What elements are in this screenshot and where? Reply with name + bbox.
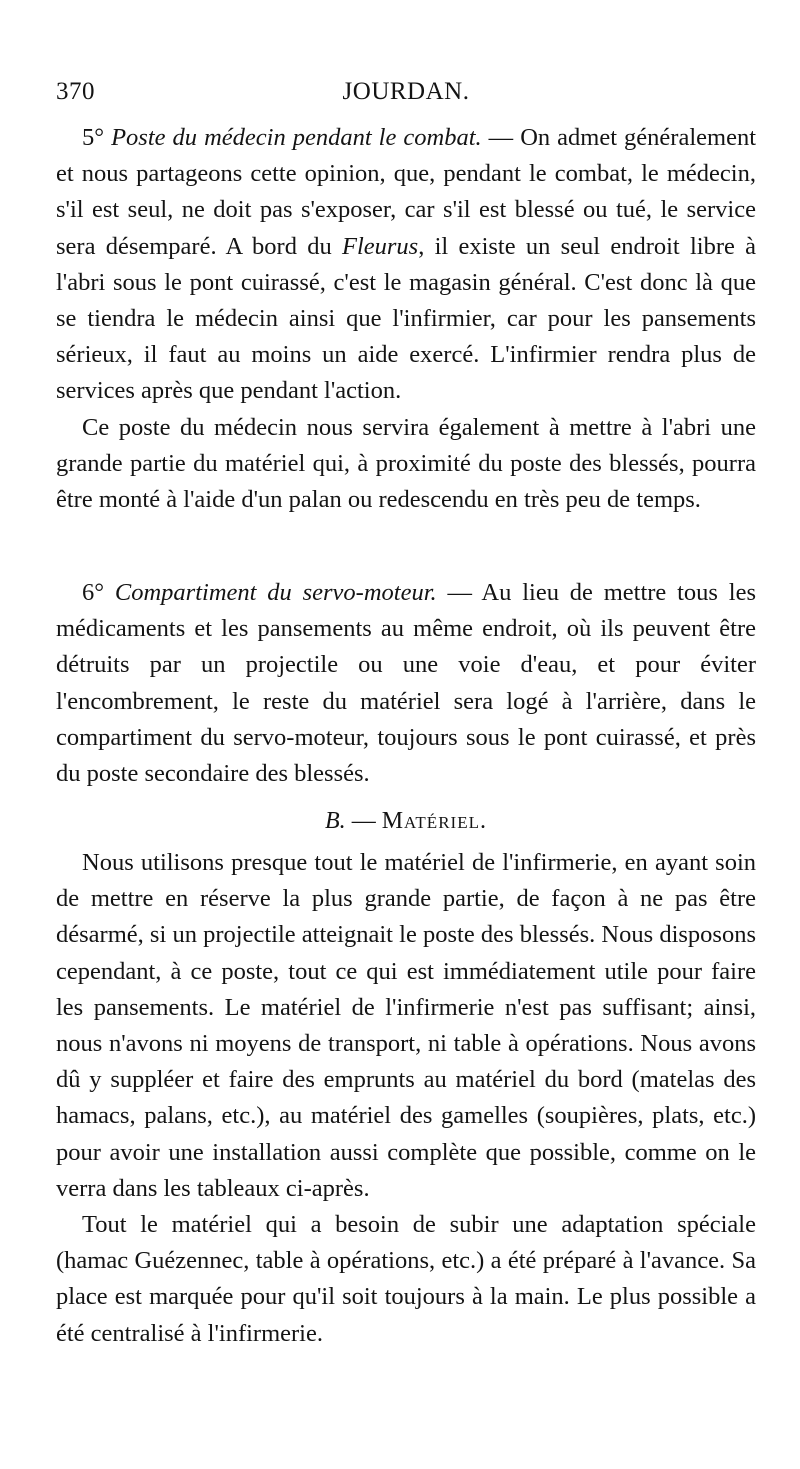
section-6-paragraph: [56, 575, 756, 792]
section-b-paragraph-2: Tout le matériel qui a besoin de subir une adaptation spéciale (hamac Guézennec, table à opérations, etc.) a été préparé à l'avance. Sa place est marquée pour qu'il soit toujours à la main. Le plus possible a été centralisé à l'infirmerie.: [56, 1211, 756, 1347]
section-6-number: 6°: [82, 579, 105, 606]
section-5-block: [56, 120, 756, 518]
section-6-block: [56, 575, 756, 792]
section-5-text-part2: , il existe un seul endroit libre à l'abri sous le pont cuirassé, c'est le magasin général. C'est donc là que se tiendra le médecin ainsi que l'infirmier, car pour les pansements sérieux, il faut au moins un aide exercé. L'infirmier rendra plus de services après que pendant l'action.: [56, 232, 756, 405]
running-title: JOURDAN.: [342, 78, 470, 105]
section-b-letter: B.: [325, 808, 346, 834]
running-header: [56, 78, 756, 114]
page-number: 370: [56, 78, 95, 105]
section-5-number: 5°: [82, 124, 105, 151]
section-5-title: Poste du médecin pendant le combat.: [111, 124, 482, 151]
section-b-paragraph-1: Nous utilisons presque tout le matériel de l'infirmerie, en ayant soin de mettre en réserve la plus grande partie, de façon à ne pas être désarmé, si un projectile atteignait le poste des blessés. Nous disposons cependant, à ce poste, tout ce qui est immédiatement utile pour faire les pansements. Le matériel de l'infirmerie n'est pas suffisant; ainsi, nous n'avons ni moyens de transport, ni table à opérations. Nous avons dû y suppléer et faire des emprunts au matériel du bord (matelas des hamacs, palans, etc.), au matériel des gamelles (soupières, plats, etc.) pour avoir une installation aussi complète que possible, comme on le verra dans les tableaux ci-après.: [56, 849, 756, 1202]
section-b-block: [56, 845, 756, 1352]
section-5-text-part1: — On admet généralement et nous partageons cette opinion, que, pendant le combat, le médecin, s'il est seul, ne doit pas s'exposer, car s'il est blessé ou tué, le service sera désemparé. A bord du: [56, 124, 756, 260]
section-6-title: Compartiment du servo-moteur.: [114, 579, 437, 606]
section-b-title: Matériel.: [381, 808, 487, 834]
section-b-dash: —: [345, 808, 382, 834]
ship-name: Fleurus: [341, 232, 419, 260]
section-b-heading: [56, 808, 756, 835]
section-6-text: — Au lieu de mettre tous les médicaments et les pansements au même endroit, où ils peuvent être détruits par un projectile ou une voie d'eau, et pour éviter l'encombrement, le reste du matériel sera logé à l'arrière, dans le compartiment du servo-moteur, toujours sous le pont cuirassé, et près du poste secondaire des blessés.: [56, 579, 756, 788]
section-5-paragraph: [56, 120, 756, 410]
section-5-paragraph-2: Ce poste du médecin nous servira également à mettre à l'abri une grande partie du matériel qui, à proximité du poste des blessés, pourra être monté à l'aide d'un palan ou redescendu en très peu de temps.: [56, 413, 756, 514]
